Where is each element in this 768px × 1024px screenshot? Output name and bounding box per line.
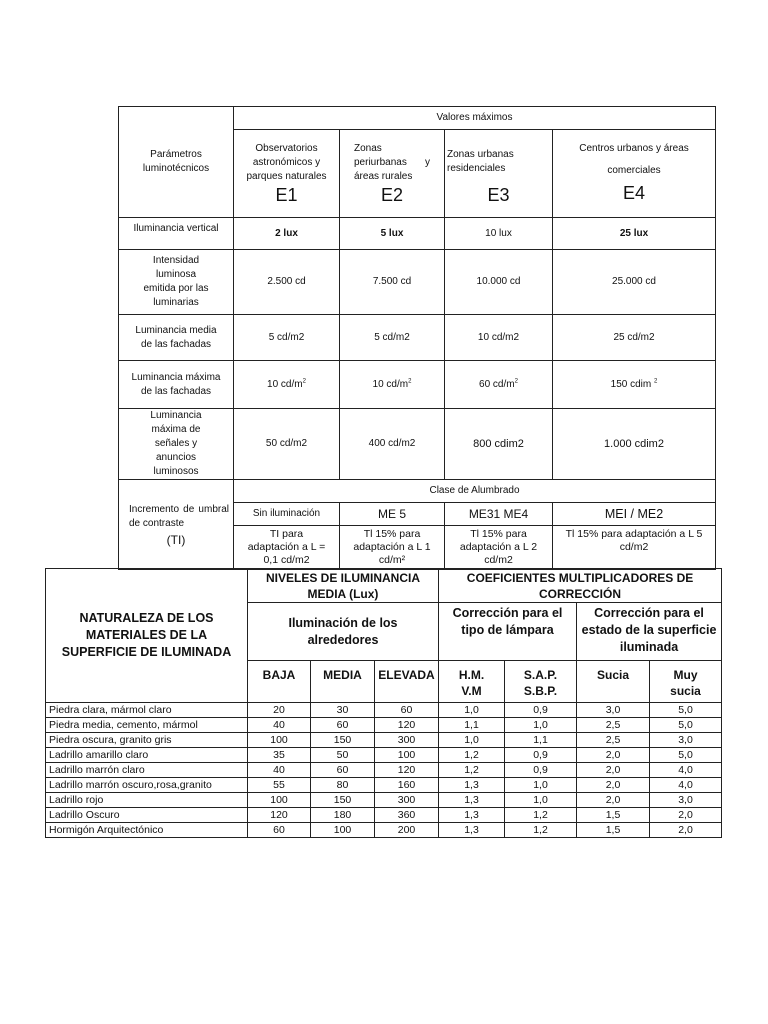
value-cell: 30 [311, 703, 375, 718]
value-cell: 1,0 [439, 733, 505, 748]
value-cell: 1,1 [505, 733, 577, 748]
col-sucia: Sucia [577, 661, 650, 703]
value-cell: 40 [248, 763, 311, 778]
ti-param [119, 480, 234, 570]
value-cell: 150 [311, 793, 375, 808]
value-cell: 40 [248, 718, 311, 733]
materials-table-body [46, 703, 722, 838]
zone-code: E2 [380, 184, 404, 205]
table-row [119, 361, 716, 409]
value-cell: 3,0 [577, 703, 650, 718]
col-muy-sucia: Muy sucia [650, 661, 722, 703]
ti-row [119, 480, 716, 503]
table-row [119, 218, 716, 250]
value-cell: 2,0 [577, 748, 650, 763]
table-row [119, 409, 716, 480]
value-cell: 300 [375, 793, 439, 808]
value-cell: 100 [375, 748, 439, 763]
table-row [46, 733, 722, 748]
table-row [46, 718, 722, 733]
clase-alumbrado-header: Clase de Alumbrado [234, 480, 716, 503]
value-text: 150 cdim [610, 378, 652, 390]
superscript: 2 [654, 378, 658, 385]
value-cell: 100 [248, 793, 311, 808]
value-cell: 1,2 [439, 748, 505, 763]
alrededores-header: Iluminación de los alrededores [248, 603, 439, 661]
ti-value: Tl 15% para adaptación a L 2 cd/m2 [445, 526, 553, 570]
table-row [119, 250, 716, 315]
material-name: Ladrillo marrón oscuro,rosa,granito [46, 778, 248, 793]
zone-desc: Zonas periurbanas y áreas rurales [354, 142, 430, 182]
value-cell: 10 lux [445, 218, 553, 250]
material-name: Hormigón Arquitectónico [46, 823, 248, 838]
value-cell: 1,2 [505, 823, 577, 838]
table-row [46, 748, 722, 763]
zone-desc: Centros urbanos y áreas comerciales [579, 143, 689, 176]
value-cell [234, 361, 340, 409]
params-header: Parámetros luminotécnicos [119, 107, 234, 218]
param-label: Luminancia máxima de señales y anuncios luminosos [119, 409, 234, 480]
coeficientes-header: COEFICIENTES MULTIPLICADORES DE CORRECCIÓN [439, 569, 722, 603]
value-cell: 1,0 [505, 718, 577, 733]
value-cell: 3,0 [650, 793, 722, 808]
value-cell: 60 [248, 823, 311, 838]
value-cell: 4,0 [650, 778, 722, 793]
value-cell: 60 [311, 763, 375, 778]
value-cell: 60 [375, 703, 439, 718]
class-cell: ME31 ME4 [445, 503, 553, 526]
value-cell: 120 [248, 808, 311, 823]
materials-header: NATURALEZA DE LOS MATERIALES DE LA SUPERFICIE DE ILUMINADA [46, 569, 248, 703]
value-cell: 1,0 [505, 793, 577, 808]
value-cell: 300 [375, 733, 439, 748]
col-hm-vm: H.M. V.M [439, 661, 505, 703]
class-cell: MEI / ME2 [553, 503, 716, 526]
value-cell: 1,1 [439, 718, 505, 733]
col-elevada: ELEVADA [375, 661, 439, 703]
value-cell: 25.000 cd [553, 250, 716, 315]
superscript: 2 [408, 378, 412, 385]
material-name: Piedra media, cemento, mármol [46, 718, 248, 733]
ti-value: Tl 15% para adaptación a L 5 cd/m2 [553, 526, 716, 570]
value-cell: 1,2 [439, 763, 505, 778]
col-baja: BAJA [248, 661, 311, 703]
zone-e3-header [445, 130, 553, 218]
value-cell: 2.500 cd [234, 250, 340, 315]
value-cell: 5 cd/m2 [340, 315, 445, 361]
niveles-header: NIVELES DE ILUMINANCIA MEDIA (Lux) [248, 569, 439, 603]
value-cell: 2,0 [577, 763, 650, 778]
value-cell: 2,0 [577, 793, 650, 808]
value-cell: 80 [311, 778, 375, 793]
value-cell: 55 [248, 778, 311, 793]
superscript: 2 [302, 378, 306, 385]
value-cell: 35 [248, 748, 311, 763]
value-cell: 800 cdim2 [445, 409, 553, 480]
value-cell: 100 [248, 733, 311, 748]
value-cell: 360 [375, 808, 439, 823]
zone-code: E4 [622, 183, 646, 203]
table-row [46, 808, 722, 823]
value-text: 60 cd/m [479, 378, 515, 390]
class-cell: Sin iluminación [234, 503, 340, 526]
param-label: Iluminancia vertical [119, 218, 234, 250]
value-cell: 150 [311, 733, 375, 748]
zone-e1-header [234, 130, 340, 218]
table-row [46, 778, 722, 793]
param-label: Luminancia máxima de las fachadas [119, 361, 234, 409]
value-cell: 400 cd/m2 [340, 409, 445, 480]
col-media: MEDIA [311, 661, 375, 703]
value-cell: 180 [311, 808, 375, 823]
material-name: Ladrillo amarillo claro [46, 748, 248, 763]
zone-e4-header [553, 130, 716, 218]
value-cell: 1,3 [439, 823, 505, 838]
value-cell: 1,5 [577, 823, 650, 838]
value-text: 10 cd/m [267, 378, 303, 390]
valores-maximos-header: Valores máximos [234, 107, 716, 130]
param-label: Intensidad luminosa emitida por las luminarias [119, 250, 234, 315]
value-cell: 5 lux [340, 218, 445, 250]
value-cell: 5,0 [650, 703, 722, 718]
value-cell: 1,3 [439, 793, 505, 808]
value-cell: 2,5 [577, 718, 650, 733]
zone-code: E3 [487, 184, 510, 205]
value-cell: 5 cd/m2 [234, 315, 340, 361]
lampara-header: Corrección para el tipo de lámpara [439, 603, 577, 661]
value-cell: 25 lux [553, 218, 716, 250]
value-cell: 0,9 [505, 748, 577, 763]
material-name: Ladrillo rojo [46, 793, 248, 808]
table-row [46, 793, 722, 808]
value-cell: 160 [375, 778, 439, 793]
table-row [46, 763, 722, 778]
value-cell: 7.500 cd [340, 250, 445, 315]
zone-desc: Observatorios astronómicos y parques naturales [246, 142, 327, 182]
value-cell: 10 cd/m2 [445, 315, 553, 361]
param-label: Luminancia media de las fachadas [119, 315, 234, 361]
value-cell: 120 [375, 763, 439, 778]
value-cell: 60 [311, 718, 375, 733]
value-cell: 1,3 [439, 778, 505, 793]
value-cell [553, 361, 716, 409]
value-cell: 0,9 [505, 763, 577, 778]
value-cell: 4,0 [650, 763, 722, 778]
value-cell: 100 [311, 823, 375, 838]
material-name: Piedra oscura, granito gris [46, 733, 248, 748]
value-cell: 120 [375, 718, 439, 733]
zone-desc: Zonas urbanas residenciales [447, 148, 514, 174]
value-cell: 25 cd/m2 [553, 315, 716, 361]
value-cell: 2,0 [577, 778, 650, 793]
value-cell [340, 361, 445, 409]
value-cell: 2,5 [577, 733, 650, 748]
col-sap-sbp: S.A.P. S.B.P. [505, 661, 577, 703]
estado-header: Corrección para el estado de la superficie iluminada [577, 603, 722, 661]
superscript: 2 [514, 378, 518, 385]
material-name: Ladrillo marrón claro [46, 763, 248, 778]
value-cell: 5,0 [650, 748, 722, 763]
value-cell: 20 [248, 703, 311, 718]
value-cell: 200 [375, 823, 439, 838]
class-cell: ME 5 [340, 503, 445, 526]
value-cell: 1.000 cdim2 [553, 409, 716, 480]
value-cell: 1,2 [505, 808, 577, 823]
value-cell: 50 [311, 748, 375, 763]
value-cell [445, 361, 553, 409]
value-cell: 1,3 [439, 808, 505, 823]
table-row [46, 703, 722, 718]
materials-illuminance-table [45, 568, 722, 838]
value-cell: 2 lux [234, 218, 340, 250]
value-cell: 1,0 [439, 703, 505, 718]
value-text: 10 cd/m [372, 378, 409, 390]
material-name: Piedra clara, mármol claro [46, 703, 248, 718]
value-cell: 1,5 [577, 808, 650, 823]
value-cell: 1,0 [505, 778, 577, 793]
param-label: Incremento de umbral de contraste [129, 503, 229, 529]
value-cell: 3,0 [650, 733, 722, 748]
light-pollution-limits-table [118, 106, 716, 570]
value-cell: 5,0 [650, 718, 722, 733]
value-cell: 2,0 [650, 808, 722, 823]
table-row [46, 823, 722, 838]
ti-value: Tl 15% para adaptación a L 1 cd/m² [340, 526, 445, 570]
value-cell: 0,9 [505, 703, 577, 718]
value-cell: 2,0 [650, 823, 722, 838]
value-cell: 10.000 cd [445, 250, 553, 315]
ti-value: TI para adaptación a L = 0,1 cd/m2 [234, 526, 340, 570]
zone-code: E1 [275, 184, 298, 205]
value-cell: 50 cd/m2 [234, 409, 340, 480]
material-name: Ladrillo Oscuro [46, 808, 248, 823]
param-abbr: (TI) [166, 532, 186, 547]
zone-e2-header [340, 130, 445, 218]
table-row [119, 315, 716, 361]
